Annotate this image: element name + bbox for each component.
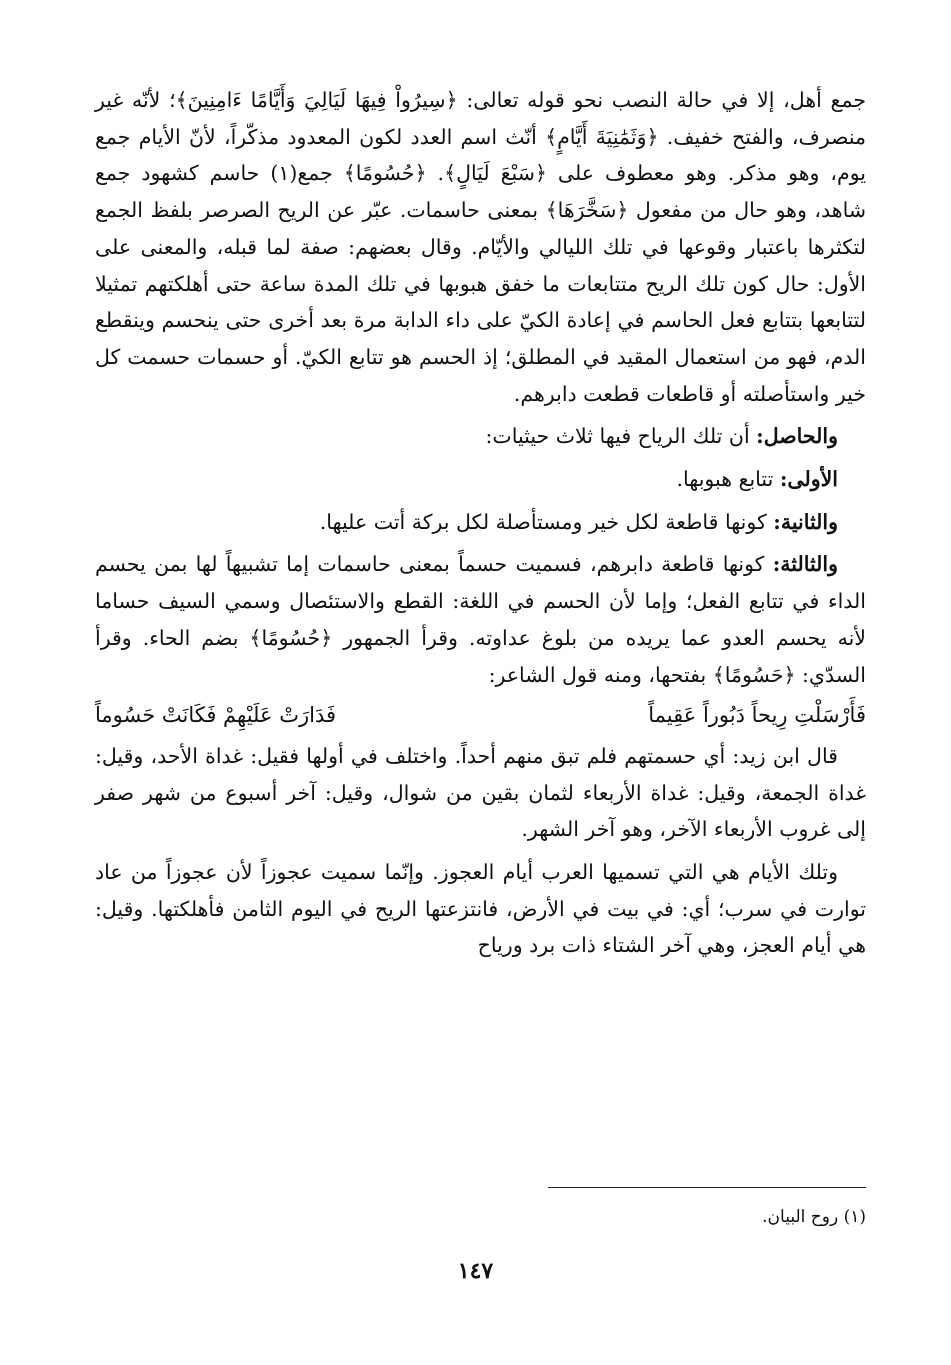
summary-lead: والحاصل: [756, 424, 838, 449]
paragraph-ibn-zayd: قال ابن زيد: أي حسمتهم فلم تبق منهم أحداً. واختلف في أولها فقيل: غداة الأحد، وقيل: غداة الجمعة، وقيل: غداة الأربعاء لثمان بقين من شوال، وقيل: آخر أسبوع من شهر صفر إلى غروب الأربعاء الآخر، وهو آخر الشهر. [95, 743, 866, 842]
footnote [762, 1204, 866, 1230]
second-aspect-text: كونها قاطعة لكل خير ومستأصلة لكل بركة أتت عليها. [319, 509, 774, 534]
first-aspect-lead: الأولى: [779, 467, 838, 492]
third-aspect-lead: والثالثة: [772, 552, 838, 577]
footnote-divider [548, 1187, 866, 1188]
poetry-verse [95, 697, 866, 734]
verse-second-hemistich: فَدَارَتْ عَلَيْهِمْ فَكَانَتْ حَسُوماً [95, 703, 337, 728]
first-aspect-text: تتابع هبوبها. [676, 467, 780, 492]
third-aspect-text: كونها قاطعة دابرهم، فسميت حسماً بمعنى حاسمات إما تشبيهاً لها بمن يحسم الداء في تتابع الفعل؛ وإما لأن الحسم في اللغة: القطع والاستئصال وسمي السيف حساما لأنه يحسم العدو عما يريده من بلوغ عداوته. وقرأ الجمهور ﴿حُسُومًا﴾ بضم الحاء. وقرأ السدّي: ﴿حَسُومًا﴾ بفتحها، ومنه قول الشاعر: [95, 552, 866, 687]
paragraph-tafsir: جمع أهل، إلا في حالة النصب نحو قوله تعالى: ﴿سِيرُواْ فِيهَا لَيَالِيَ وَأَيَّامًا ءَامِنِينَ﴾؛ لأنّه غير منصرف، والفتح خفيف. ﴿وَثَمَٰنِيَةَ أَيَّامٍ﴾ أنّث اسم العدد لكون المعدود مذكّراً، لأنّ الأيام جمع يوم، وهو مذكر. وهو معطوف على ﴿سَبْعَ لَيَالٍ﴾. ﴿حُسُومًا﴾ جمع(١) حاسم كشهود جمع شاهد، وهو حال من مفعول ﴿سَخَّرَهَا﴾ بمعنى حاسمات. عبّر عن الريح الصرصر بلفظ الجمع لتكثرها باعتبار وقوعها في تلك الليالي والأيّام. وقال بعضهم: صفة لما قبله، والمعنى على الأول: حال كون تلك الريح متتابعات ما خفق هبوبها في تلك المدة ساعة حتى أهلكتهم تمثيلا لتتابعها بتتابع فعل الحاسم في إعادة الكيّ على داء الدابة مرة بعد أخرى حتى ينحسم وينقطع الدم، فهو من استعمال المقيد في المطلق؛ إذ الحسم هو تتابع الكيّ. أو حسمات حسمت كل خير واستأصلته أو قاطعات قطعت دابرهم. [95, 88, 866, 406]
second-aspect-lead: والثانية: [773, 509, 838, 534]
page-number: ١٤٧ [457, 1258, 494, 1284]
verse-first-hemistich: فَأَرْسَلْتِ رِيحاً دَبُوراً عَقِيماً [648, 703, 866, 728]
paragraph-third-aspect [95, 546, 866, 693]
footnote-text: روح البيان. [762, 1207, 839, 1227]
summary-text: أن تلك الرياح فيها ثلاث حيثيات: [485, 424, 757, 449]
paragraph-summary [95, 418, 866, 455]
footnote-marker: (١) [843, 1207, 866, 1227]
paragraph-second-aspect [95, 504, 866, 541]
paragraph-first-aspect [95, 461, 866, 498]
paragraph-days-of-ajuz: وتلك الأيام هي التي تسميها العرب أيام العجوز. وإنّما سميت عجوزاً لأن عجوزاً من عاد توارت في سرب؛ أي: في بيت في الأرض، فانتزعتها الريح في اليوم الثامن فأهلكتها. وقيل: هي أيام العجز، وهي آخر الشتاء ذات برد ورياح [95, 860, 866, 958]
main-text [95, 82, 866, 964]
